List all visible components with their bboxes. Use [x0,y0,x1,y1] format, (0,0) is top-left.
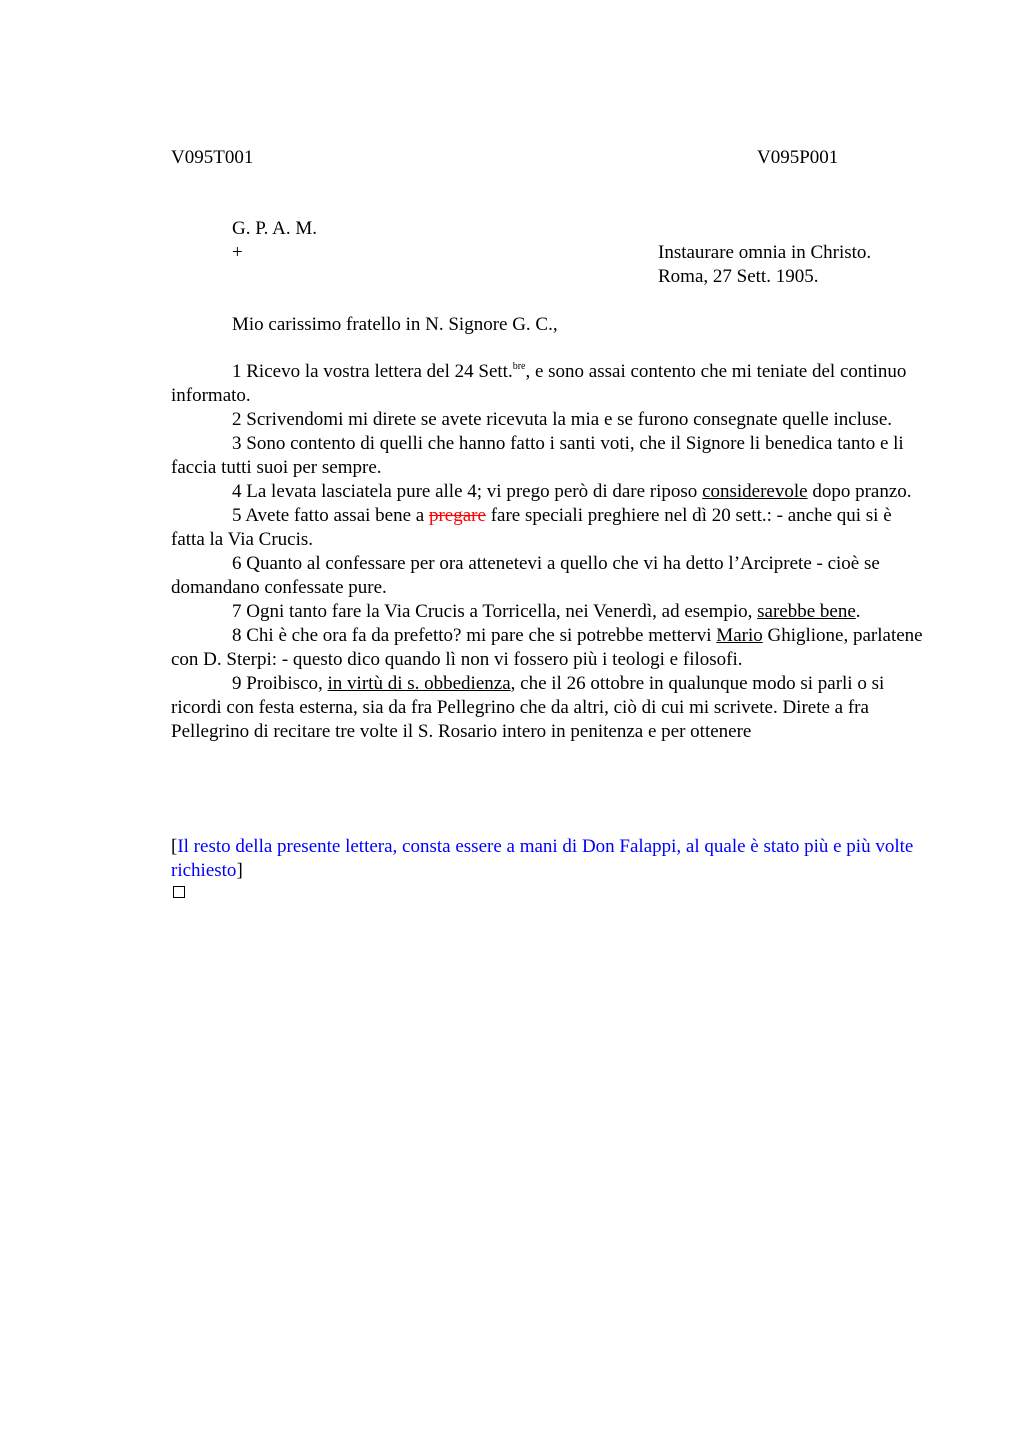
paragraph-9-text-end: , che il 26 ottobre in qualunque modo si parli o si ricordi con festa esterna, sia da fra Pellegrino che da altri, ciò di cui mi scrivete. Direte a fra Pellegrino di recitare tre volte il S. Rosario intero in penitenza e per ottenere [171,673,885,742]
document-code-right: V095P001 [757,147,839,168]
paragraph-4 [171,480,924,504]
letter-initials: G. P. A. M. [232,218,317,239]
editor-note [171,835,924,883]
letter-salutation: Mio carissimo fratello in N. Signore G. C., [232,314,558,335]
empty-square-icon [173,886,185,898]
paragraph-7-text-end: . [855,601,861,622]
struck-word: pregare [428,505,486,526]
letter-place-date: Roma, 27 Sett. 1905. [658,266,819,287]
paragraph-9 [171,672,924,744]
underlined-name: Mario [716,625,763,646]
note-close-bracket: ] [236,860,243,881]
letter-motto: Instaurare omnia in Christo. [658,242,872,263]
paragraph-2: 2 Scrivendomi mi direte se avete ricevuta la mia e se furono consegnate quelle incluse. [232,409,893,430]
paragraph-6: 6 Quanto al confessare per ora attenetevi a quello che vi ha detto l’Arciprete - cioè se domandano confessate pure. [171,553,880,598]
underlined-word: considerevole [702,481,808,502]
paragraph-4-text-end: dopo pranzo. [807,481,912,502]
underlined-phrase: in virtù di s. obbedienza [327,673,511,694]
superscript-bre: bre [512,361,526,372]
underlined-phrase: sarebbe bene [757,601,856,622]
paragraph-3: 3 Sono contento di quelli che hanno fatto i santi voti, che il Signore li benedica tanto e li faccia tutti suoi per sempre. [171,433,904,478]
paragraph-8-text-end: Ghiglione, parlatene con D. Sterpi: - questo dico quando lì non vi fossero più i teologi e filosofi. [171,625,923,670]
paragraph-4-text: 4 La levata lasciatela pure alle 4; vi prego però di dare riposo [232,481,703,502]
note-text: Il resto della presente lettera, consta essere a mani di Don Falappi, al quale è stato più e più volte richiesto [171,836,914,881]
paragraph-8 [171,624,924,672]
paragraph-7-text: 7 Ogni tanto fare la Via Crucis a Torricella, nei Venerdì, ad esempio, [232,601,758,622]
paragraph-8-text: 8 Chi è che ora fa da prefetto? mi pare che si potrebbe mettervi [232,625,717,646]
paragraph-1-text: 1 Ricevo la vostra lettera del 24 Sett. [232,361,513,382]
letter-body [171,360,924,744]
paragraph-5-text: 5 Avete fatto assai bene a [232,505,429,526]
paragraph-7 [171,600,924,624]
paragraph-5-text-end: fare speciali preghiere nel dì 20 sett.: - anche qui si è fatta la Via Crucis. [171,505,892,550]
paragraph-1 [171,360,924,408]
paragraph-5 [171,504,924,552]
document-code-left: V095T001 [171,147,254,168]
note-open-bracket: [ [171,836,178,857]
paragraph-1-text-end: , e sono assai contento che mi teniate del continuo informato. [171,361,907,406]
paragraph-9-text: 9 Proibisco, [232,673,328,694]
cross-mark: + [232,242,243,263]
